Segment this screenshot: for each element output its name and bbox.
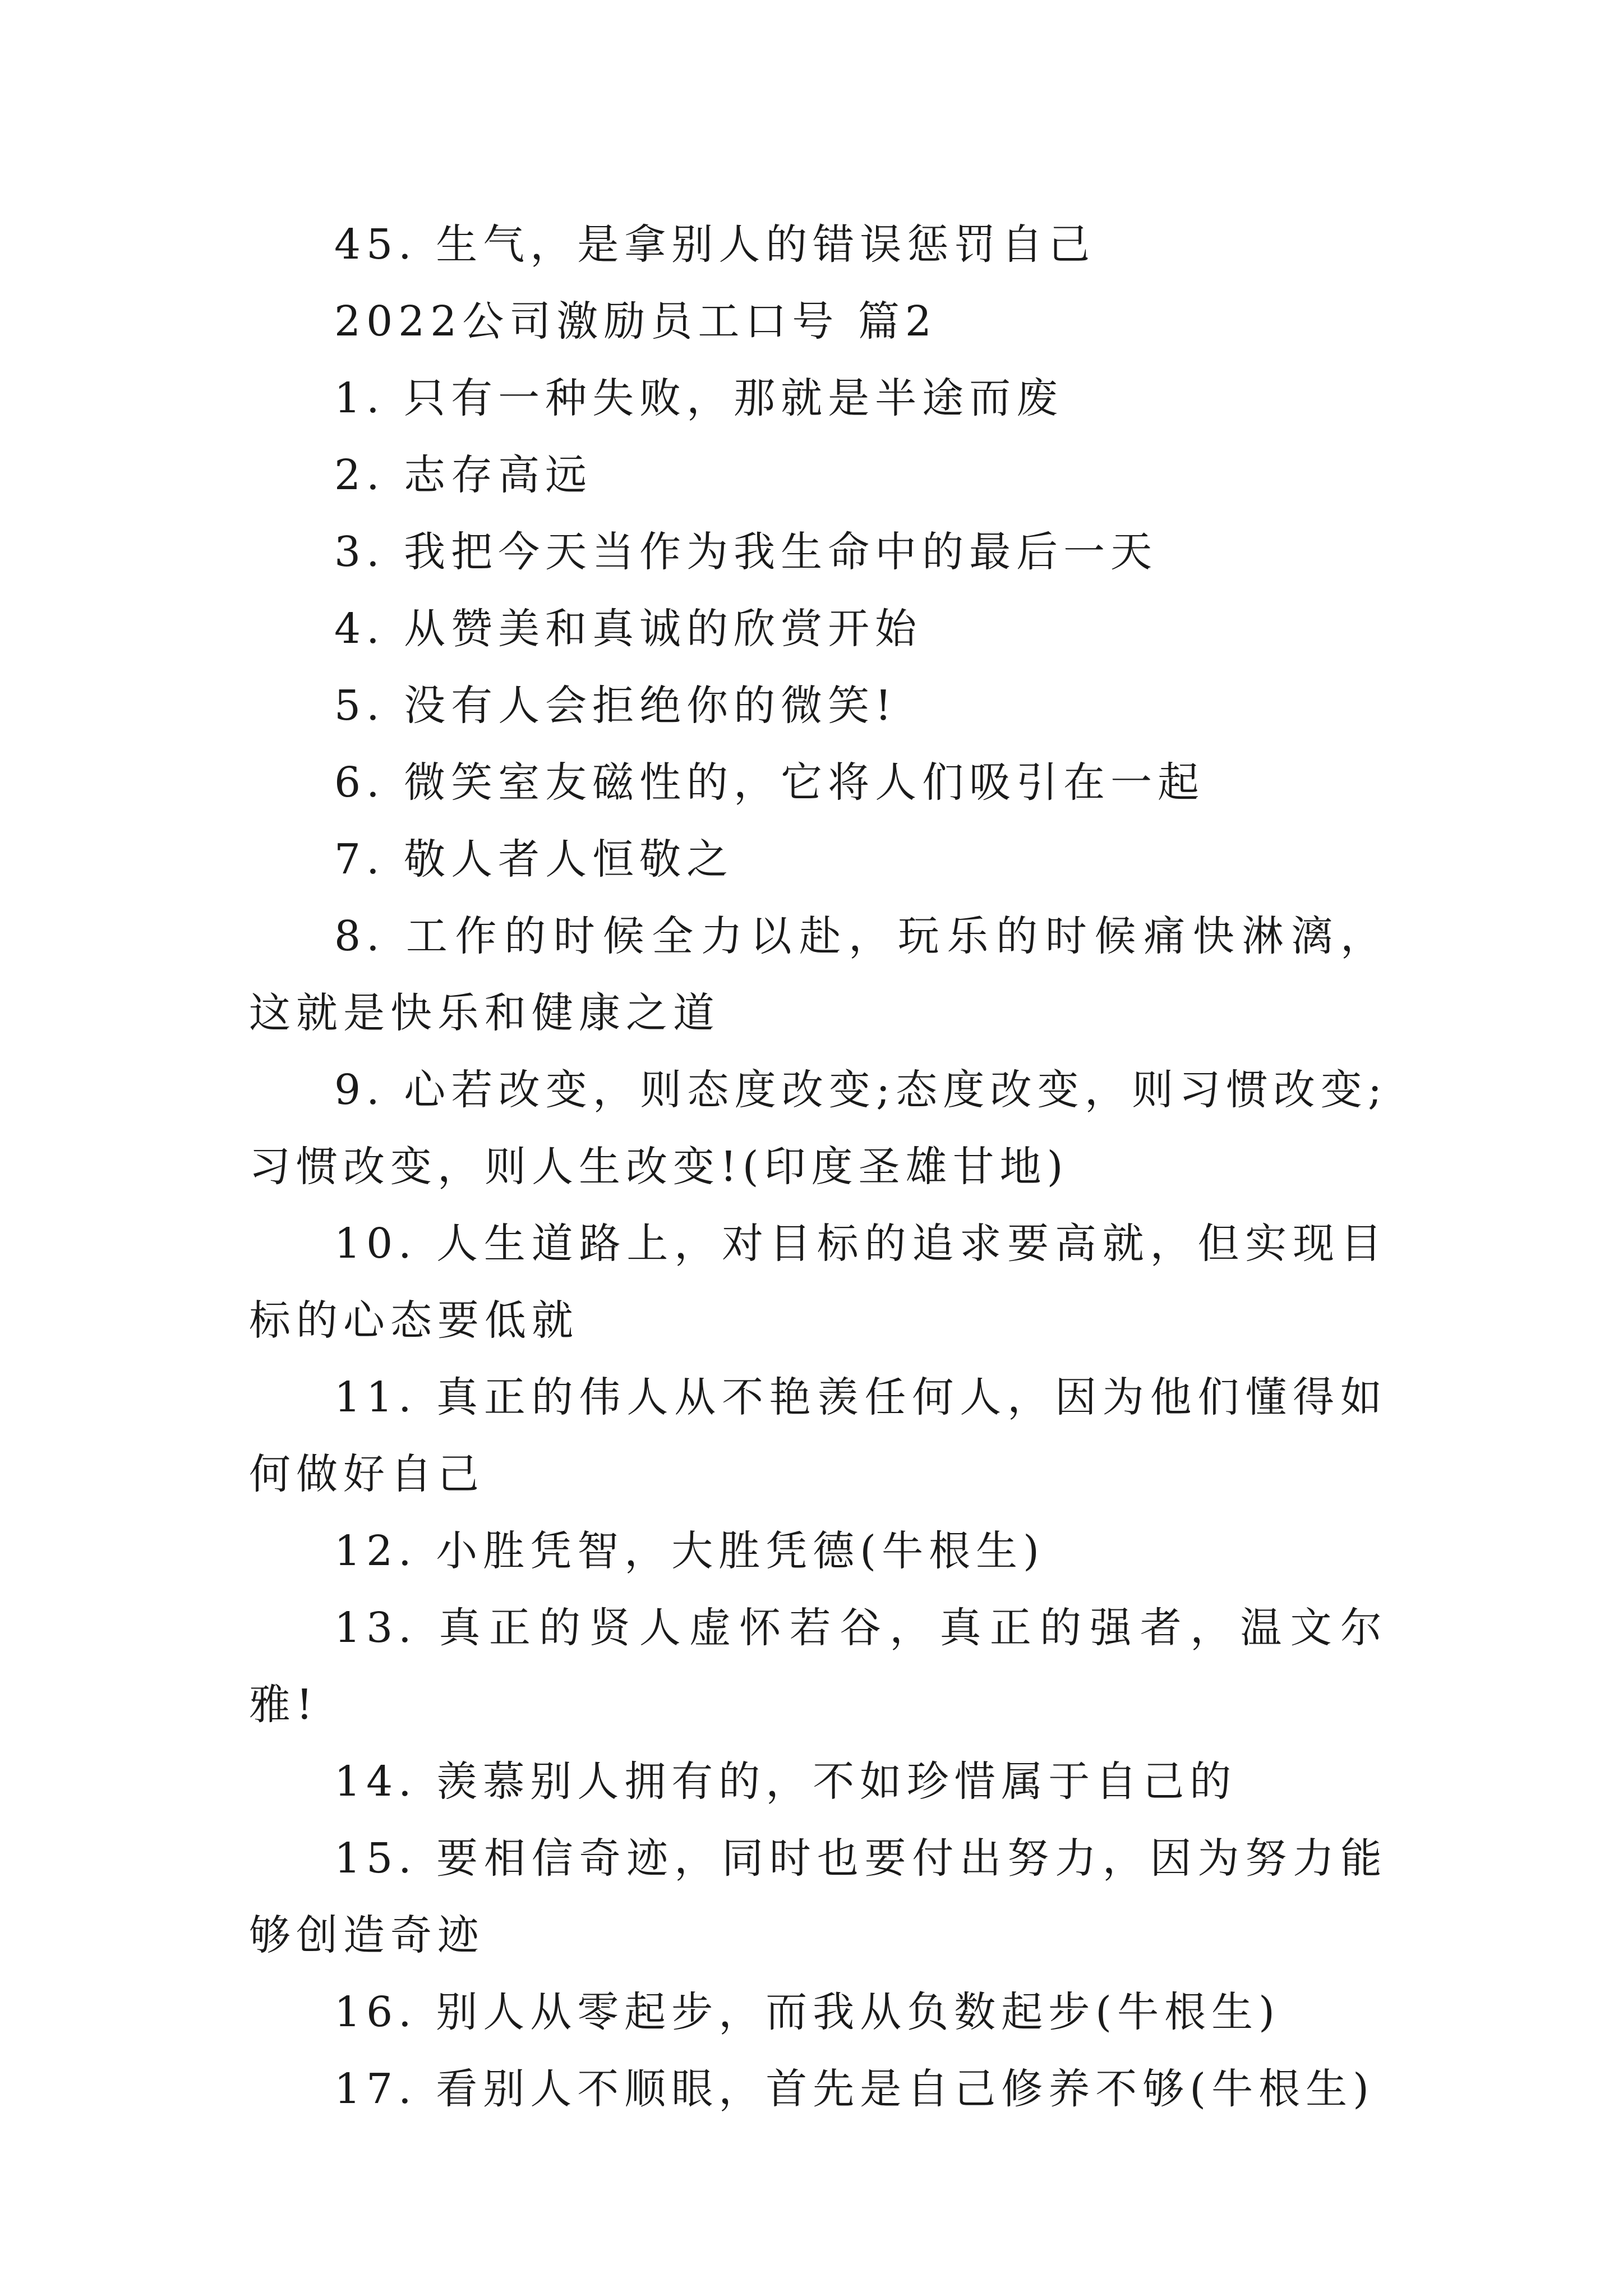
slogan-8: 8. 工作的时候全力以赴，玩乐的时候痛快淋漓，这就是快乐和健康之道 bbox=[249, 912, 1387, 1037]
slogan-11: 11. 真正的伟人从不艳羡任何人，因为他们懂得如何做好自己 bbox=[249, 1373, 1387, 1498]
slogan-5: 5. 没有人会拒绝你的微笑! bbox=[334, 682, 897, 730]
slogan-7: 7. 敬人者人恒敬之 bbox=[334, 835, 734, 884]
slogan-10: 10. 人生道路上，对目标的追求要高就，但实现目标的心态要低就 bbox=[249, 1220, 1387, 1345]
slogan-16: 16. 别人从零起步，而我从负数起步(牛根生) bbox=[334, 1988, 1280, 2036]
slogan-2: 2. 志存高远 bbox=[334, 451, 593, 499]
slogan-12: 12. 小胜凭智，大胜凭德(牛根生) bbox=[334, 1527, 1045, 1575]
section-heading: 2022公司激励员工口号 篇2 bbox=[334, 297, 937, 346]
slogan-45: 45. 生气，是拿别人的错误惩罚自己 bbox=[334, 220, 1096, 269]
slogan-15: 15. 要相信奇迹，同时也要付出努力，因为努力能够创造奇迹 bbox=[249, 1834, 1387, 1959]
slogan-17: 17. 看别人不顺眼，首先是自己修养不够(牛根生) bbox=[334, 2065, 1375, 2113]
slogan-9: 9. 心若改变，则态度改变;态度改变，则习惯改变;习惯改变，则人生改变!(印度圣雄甘地) bbox=[249, 1066, 1387, 1191]
slogan-1: 1. 只有一种失败，那就是半途而废 bbox=[334, 374, 1064, 422]
document-body bbox=[249, 206, 1387, 2128]
slogan-13: 13. 真正的贤人虚怀若谷，真正的强者，温文尔雅! bbox=[249, 1604, 1387, 1729]
slogan-14: 14. 羡慕别人拥有的，不如珍惜属于自己的 bbox=[334, 1757, 1237, 1806]
slogan-6: 6. 微笑室友磁性的，它将人们吸引在一起 bbox=[334, 758, 1205, 807]
slogan-4: 4. 从赞美和真诚的欣赏开始 bbox=[334, 605, 923, 653]
slogan-3: 3. 我把今天当作为我生命中的最后一天 bbox=[334, 528, 1158, 576]
